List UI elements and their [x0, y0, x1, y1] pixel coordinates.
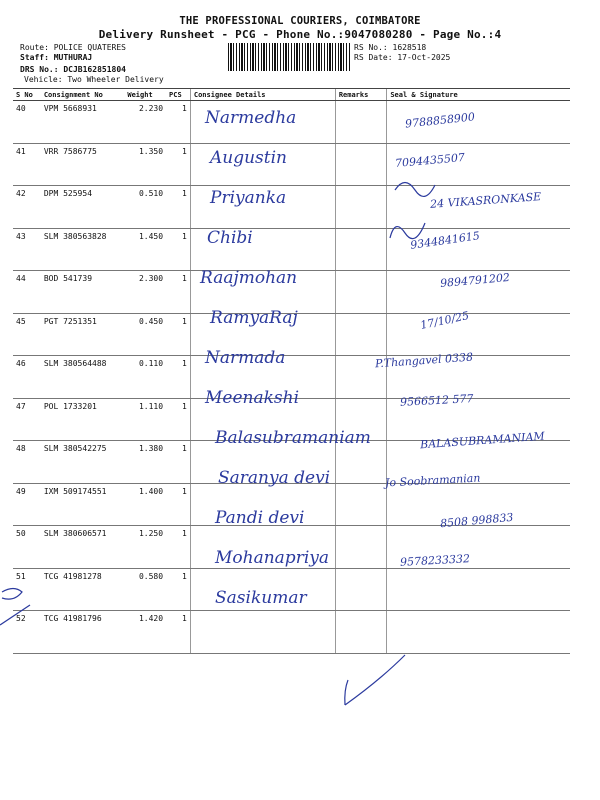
- cell-consignment-no: POL 1733201: [41, 398, 125, 441]
- handwritten-consignee: Mohanapriya: [215, 548, 329, 568]
- cell-consignment-no: VRR 7586775: [41, 143, 125, 186]
- cell-weight: 0.110: [124, 356, 166, 399]
- handwritten-signature: 9566512 577: [399, 392, 474, 409]
- cell-weight: 0.580: [124, 568, 166, 611]
- cell-pcs: 1: [166, 186, 190, 229]
- cell-weight: 1.450: [124, 228, 166, 271]
- cell-sno: 52: [13, 611, 41, 654]
- route-label: Route: POLICE QUATERES: [20, 43, 126, 52]
- col-header-remarks: Remarks: [335, 89, 387, 101]
- cell-sno: 45: [13, 313, 41, 356]
- handwritten-signature: 9344841615: [409, 229, 481, 252]
- cell-weight: 1.250: [124, 526, 166, 569]
- cell-pcs: 1: [166, 441, 190, 484]
- cell-weight: 2.230: [124, 101, 166, 144]
- cell-sno: 46: [13, 356, 41, 399]
- handwritten-consignee: Narmada: [205, 348, 286, 368]
- rs-number: RS No.: 1628518: [354, 43, 427, 52]
- cell-pcs: 1: [166, 356, 190, 399]
- cell-consignment-no: BOD 541739: [41, 271, 125, 314]
- cell-pcs: 1: [166, 398, 190, 441]
- cell-pcs: 1: [166, 271, 190, 314]
- handwritten-signature: BALASUBRAMANIAM: [419, 429, 546, 452]
- cell-consignment-no: SLM 380563828: [41, 228, 125, 271]
- cell-consignment-no: SLM 380564488: [41, 356, 125, 399]
- handwritten-consignee: Augustin: [210, 148, 287, 168]
- handwritten-signature: 8508 998833: [439, 510, 514, 531]
- cell-weight: 1.110: [124, 398, 166, 441]
- cell-sno: 50: [13, 526, 41, 569]
- handwritten-consignee: Saranya devi: [218, 468, 331, 488]
- cell-consignment-no: SLM 380606571: [41, 526, 125, 569]
- cell-consignment-no: SLM 380542275: [41, 441, 125, 484]
- handwritten-consignee: Pandi devi: [215, 508, 305, 528]
- handwritten-consignee: Sasikumar: [215, 588, 307, 608]
- handwritten-signature: 17/10/25: [419, 309, 471, 332]
- handwritten-signature: P.Thangavel 0338: [374, 350, 474, 371]
- handwritten-signature: Jo Soobramanian: [384, 471, 481, 490]
- cell-sno: 49: [13, 483, 41, 526]
- handwritten-consignee: Raajmohan: [200, 268, 298, 288]
- cell-pcs: 1: [166, 228, 190, 271]
- cell-consignment-no: TCG 41981796: [41, 611, 125, 654]
- col-header-consignment: Consignment No: [41, 89, 125, 101]
- cell-consignment-no: VPM 5668931: [41, 101, 125, 144]
- handwritten-consignee: Narmedha: [205, 108, 297, 128]
- cell-weight: 1.420: [124, 611, 166, 654]
- cell-pcs: 1: [166, 568, 190, 611]
- handwritten-consignee: Priyanka: [210, 188, 287, 208]
- cell-weight: 1.350: [124, 143, 166, 186]
- cell-sno: 43: [13, 228, 41, 271]
- handwritten-signature: 9578233332: [399, 552, 471, 569]
- handwritten-signature: 24 VIKASRONKASE: [429, 190, 542, 211]
- cell-pcs: 1: [166, 526, 190, 569]
- cell-consignment-no: PGT 7251351: [41, 313, 125, 356]
- cell-pcs: 1: [166, 611, 190, 654]
- cell-pcs: 1: [166, 143, 190, 186]
- handwritten-consignee: RamyaRaj: [210, 308, 298, 328]
- cell-sno: 51: [13, 568, 41, 611]
- handwritten-signature: 9894791202: [439, 270, 511, 291]
- cell-weight: 1.380: [124, 441, 166, 484]
- handwritten-signature: 7094435507: [394, 150, 466, 171]
- col-header-seal: Seal & Signature: [387, 89, 570, 101]
- drs-number: DRS No.: DCJB162851804: [20, 65, 126, 74]
- handwritten-consignee: Meenakshi: [205, 388, 300, 408]
- cell-sno: 42: [13, 186, 41, 229]
- cell-sno: 48: [13, 441, 41, 484]
- cell-sno: 41: [13, 143, 41, 186]
- col-header-weight: Weight: [124, 89, 166, 101]
- handwritten-consignee: Chibi: [207, 228, 253, 248]
- staff-label: Staff: MUTHURAJ: [20, 53, 93, 62]
- handwritten-consignee: Balasubramaniam: [215, 428, 371, 448]
- handwritten-signature: 9788858900: [404, 110, 476, 131]
- vehicle-label: Vehicle: Two Wheeler Delivery: [24, 75, 164, 84]
- col-header-pcs: PCS: [166, 89, 190, 101]
- cell-weight: 1.400: [124, 483, 166, 526]
- cell-consignment-no: DPM 525954: [41, 186, 125, 229]
- company-title: THE PROFESSIONAL COURIERS, COIMBATORE: [179, 15, 421, 27]
- cell-sno: 44: [13, 271, 41, 314]
- cell-weight: 0.510: [124, 186, 166, 229]
- cell-pcs: 1: [166, 483, 190, 526]
- cell-pcs: 1: [166, 313, 190, 356]
- cell-consignment-no: IXM 509174551: [41, 483, 125, 526]
- cell-weight: 0.450: [124, 313, 166, 356]
- col-header-sno: S No: [13, 89, 41, 101]
- cell-weight: 2.300: [124, 271, 166, 314]
- cell-consignment-no: TCG 41981278: [41, 568, 125, 611]
- cell-sno: 40: [13, 101, 41, 144]
- cell-sno: 47: [13, 398, 41, 441]
- runsheet-subtitle: Delivery Runsheet - PCG - Phone No.:9047080280 - Page No.:4: [98, 28, 502, 41]
- cell-pcs: 1: [166, 101, 190, 144]
- col-header-consignee: Consignee Details: [190, 89, 335, 101]
- rs-date: RS Date: 17-Oct-2025: [354, 53, 451, 62]
